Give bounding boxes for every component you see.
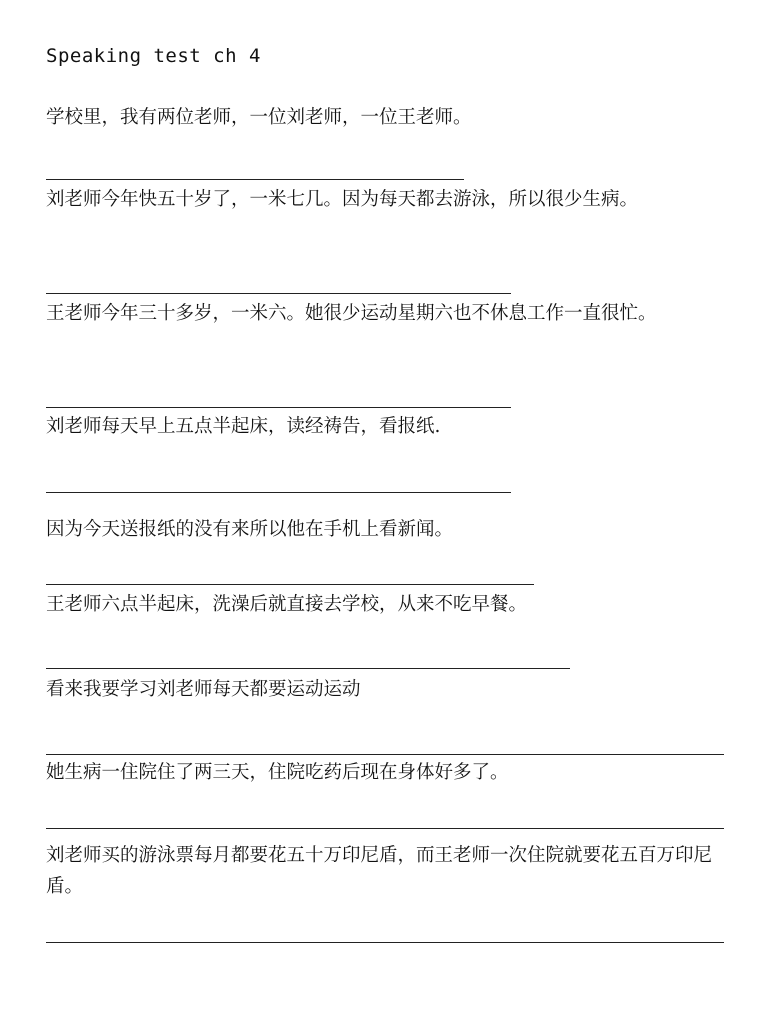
answer-line-9 (46, 942, 724, 943)
answer-line-2 (46, 293, 511, 294)
sentence-7: 看来我要学习刘老师每天都要运动运动 (46, 679, 361, 700)
sentence-2: 刘老师今年快五十岁了，一米七几。因为每天都去游泳，所以很少生病。 (46, 189, 639, 210)
sentence-4: 刘老师每天早上五点半起床，读经祷告，看报纸. (46, 416, 441, 437)
answer-line-3 (46, 407, 511, 408)
answer-line-4 (46, 492, 511, 493)
worksheet-title: Speaking test ch 4 (46, 45, 261, 67)
answer-line-7 (46, 754, 724, 755)
sentence-3: 王老师今年三十多岁，一米六。她很少运动星期六也不休息工作一直很忙。 (46, 303, 657, 324)
sentence-8: 她生病一住院住了两三天，住院吃药后现在身体好多了。 (46, 762, 509, 783)
answer-line-5 (46, 584, 534, 585)
sentence-9: 刘老师买的游泳票每月都要花五十万印尼盾，而王老师一次住院就要花五百万印尼盾。 (46, 845, 713, 897)
answer-line-8 (46, 828, 724, 829)
sentence-1: 学校里，我有两位老师，一位刘老师，一位王老师。 (46, 107, 472, 128)
sentence-6: 王老师六点半起床，洗澡后就直接去学校，从来不吃早餐。 (46, 594, 528, 615)
answer-line-6 (46, 668, 570, 669)
answer-line-1 (46, 179, 464, 180)
sentence-5: 因为今天送报纸的没有来所以他在手机上看新闻。 (46, 519, 454, 540)
